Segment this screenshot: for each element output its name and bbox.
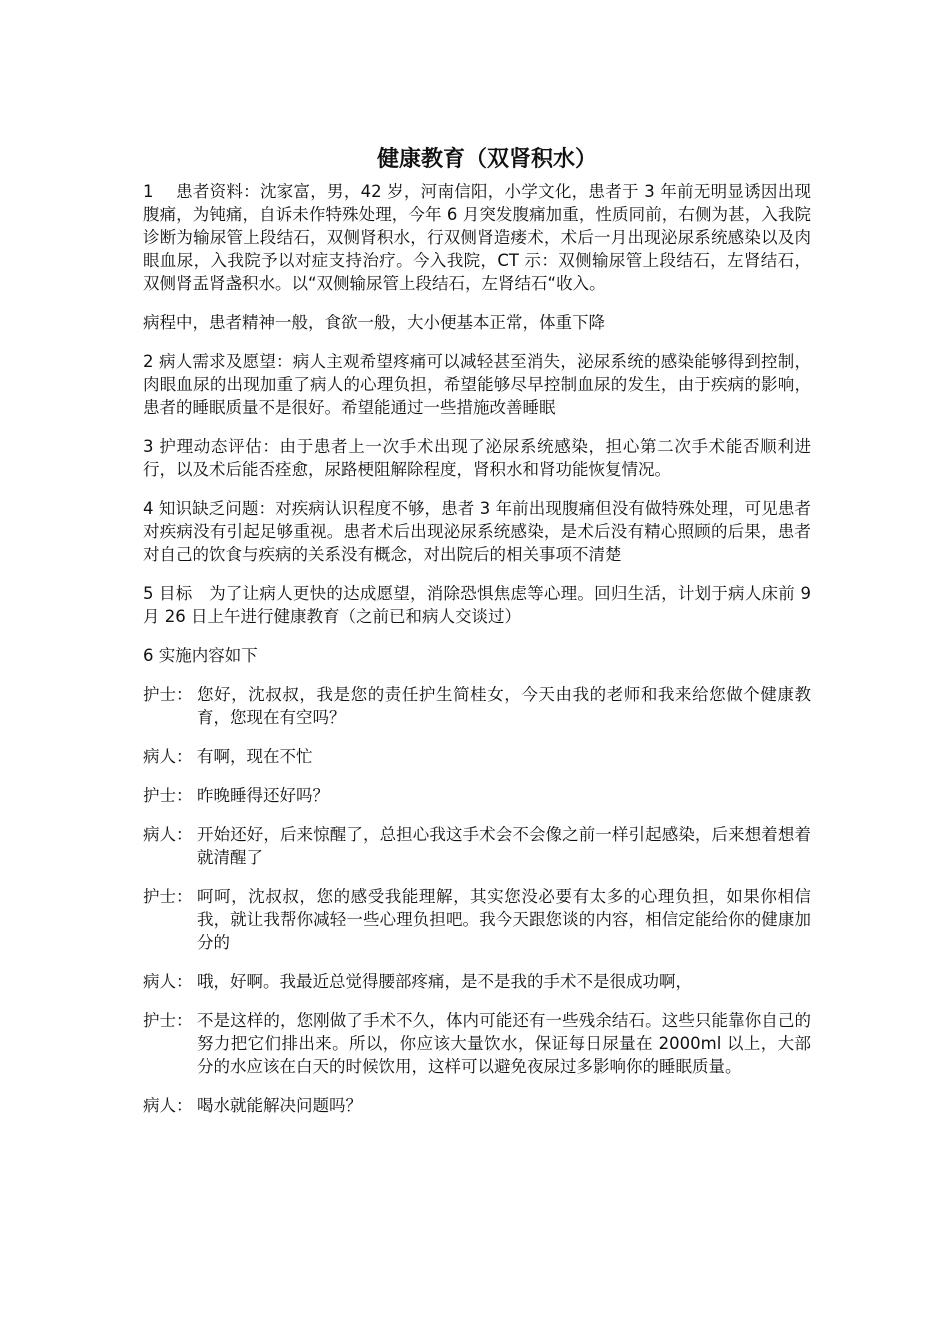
document-title: 健康教育（双肾积水）	[376, 147, 597, 172]
dialogue-line	[143, 885, 811, 954]
needs-paragraph: 2 病人需求及愿望：病人主观希望疼痛可以减轻甚至消失，泌尿系统的感染能够得到控制，肉眼血尿的出现加重了病人的心理负担，希望能够尽早控制血尿的发生，由于疾病的影响，患者的睡眠质量不是很好。希望能通过一些措施改善睡眠	[143, 352, 811, 417]
dialogue-line	[143, 970, 811, 993]
speaker-label: 病人：	[143, 747, 193, 766]
speaker-label: 护士：	[143, 1011, 193, 1030]
speaker-label: 护士：	[143, 887, 193, 906]
speaker-label: 护士：	[143, 685, 193, 704]
speech-text: 不是这样的，您刚做了手术不久，体内可能还有一些残余结石。这些只能靠你自己的努力把它们排出来。所以，你应该大量饮水，保证每日尿量在 2000ml 以上，大部分的水应该在白天的时候饮用，这样可以避免夜尿过多影响你的睡眠质量。	[197, 1011, 811, 1076]
speech-text: 有啊，现在不忙	[197, 747, 313, 766]
speaker-label: 病人：	[143, 1096, 193, 1115]
document-page	[143, 142, 811, 1133]
dialogue-line	[143, 745, 811, 768]
course-paragraph: 病程中，患者精神一般，食欲一般，大小便基本正常，体重下降	[143, 313, 605, 332]
assessment-paragraph: 3 护理动态评估：由于患者上一次手术出现了泌尿系统感染，担心第二次手术能否顺利进行，以及术后能否痊愈，尿路梗阻解除程度，肾积水和肾功能恢复情况。	[143, 437, 811, 479]
speech-text: 昨晚睡得还好吗？	[197, 786, 329, 805]
dialogue-line	[143, 823, 811, 869]
speech-text: 呵呵，沈叔叔，您的感受我能理解，其实您没必要有太多的心理负担，如果你相信我，就让我帮你减轻一些心理负担吧。我今天跟您谈的内容，相信定能给你的健康加分的	[197, 887, 811, 952]
goal-paragraph: 5 目标 为了让病人更快的达成愿望，消除恐惧焦虑等心理。回归生活，计划于病人床前 9 月 26 日上午进行健康教育（之前已和病人交谈过）	[143, 584, 811, 626]
implementation-heading: 6 实施内容如下	[143, 646, 258, 665]
knowledge-paragraph: 4 知识缺乏问题：对疾病认识程度不够，患者 3 年前出现腹痛但没有做特殊处理，可见患者对疾病没有引起足够重视。患者术后出现泌尿系统感染，是术后没有精心照顾的后果，患者对自己的饮食与疾病的关系没有概念，对出院后的相关事项不清楚	[143, 499, 811, 564]
speaker-label: 护士：	[143, 786, 193, 805]
speaker-label: 病人：	[143, 825, 193, 844]
patient-info-paragraph: 1 患者资料：沈家富，男，42 岁，河南信阳，小学文化，患者于 3 年前无明显诱因出现腹痛，为钝痛，自诉未作特殊处理，今年 6 月突发腹痛加重，性质同前，右侧为甚，入我院诊断为输尿管上段结石，双侧肾积水，行双侧肾造瘘术，术后一月出现泌尿系统感染以及肉眼血尿，入我院予以对症支持治疗。今入我院，CT 示：双侧输尿管上段结石，左肾结石，双侧肾盂肾盏积水。以“双侧输尿管上段结石，左肾结石“收入。	[143, 182, 811, 293]
dialogue-line	[143, 1094, 811, 1117]
speaker-label: 病人：	[143, 972, 193, 991]
dialogue-line	[143, 683, 811, 729]
dialogue-line	[143, 1009, 811, 1078]
speech-text: 哦，好啊。我最近总觉得腰部疼痛，是不是我的手术不是很成功啊，	[197, 972, 692, 991]
dialogue-line	[143, 784, 811, 807]
speech-text: 喝水就能解决问题吗？	[197, 1096, 362, 1115]
speech-text: 开始还好，后来惊醒了，总担心我这手术会不会像之前一样引起感染，后来想着想着就清醒了	[197, 825, 811, 867]
speech-text: 您好，沈叔叔，我是您的责任护生简桂女，今天由我的老师和我来给您做个健康教育，您现在有空吗？	[197, 685, 811, 727]
